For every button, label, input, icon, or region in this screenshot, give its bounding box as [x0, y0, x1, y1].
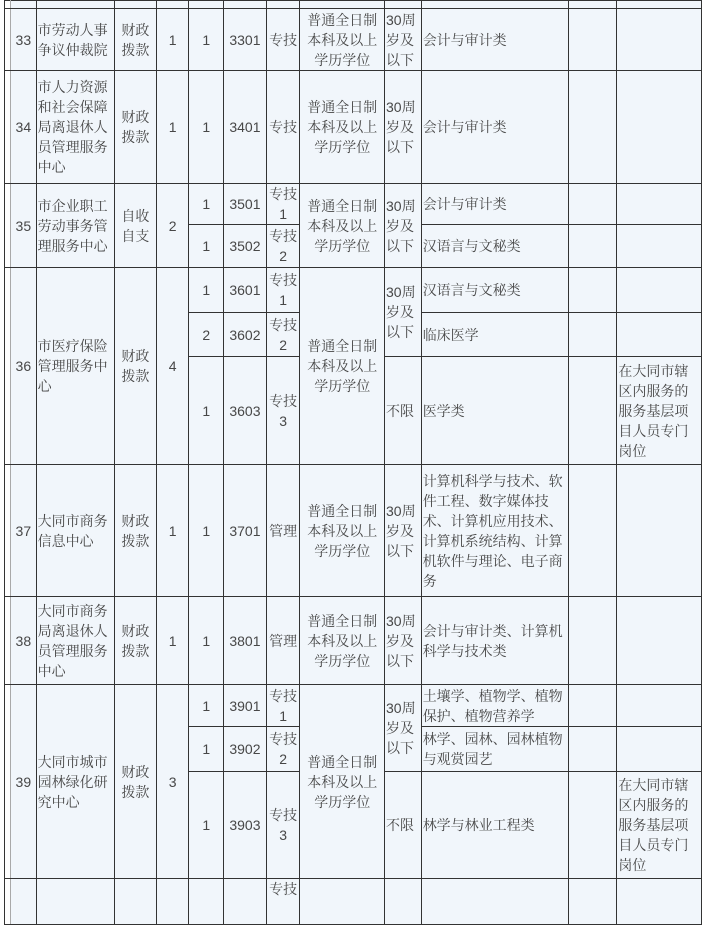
- cell-total-openings: 2: [156, 184, 189, 268]
- cell-age-limit: 30周岁及以下: [385, 597, 422, 685]
- cell-post-openings: 1: [189, 268, 224, 313]
- cell-remark: 在大同市辖区内服务的服务基层项目人员专门岗位: [617, 772, 702, 879]
- cell-post-code: 3301: [224, 9, 267, 71]
- cell-major-requirement: 临床医学: [421, 313, 569, 357]
- table-row: [5, 465, 702, 597]
- table-row: [5, 1, 702, 9]
- cell-age-limit: 不限: [385, 357, 422, 465]
- cell-education-requirement: 普通全日制本科及以上学历学位: [300, 465, 385, 597]
- cell-post-openings: 1: [189, 9, 224, 71]
- cell-age-limit: 30周岁及以下: [385, 9, 422, 71]
- recruitment-table: [4, 0, 702, 925]
- cell-major-requirement: 会计与审计类: [421, 184, 569, 225]
- cell-remark: [617, 1, 702, 9]
- cell-post-category: 管理: [266, 465, 300, 597]
- cell-remark: [617, 313, 702, 357]
- cell-blank: [569, 313, 617, 357]
- cell-unit-name: [36, 879, 114, 925]
- cell-blank: [569, 597, 617, 685]
- cell-major-requirement: 林学与林业工程类: [421, 772, 569, 879]
- cell-total-openings: 3: [156, 685, 189, 879]
- cell-total-openings: [156, 1, 189, 9]
- cell-row-index: 37: [11, 465, 36, 597]
- recruitment-table-body: [5, 1, 702, 925]
- cell-total-openings: 1: [156, 597, 189, 685]
- cell-unit-name: [36, 1, 114, 9]
- cell-funding-type: [115, 879, 157, 925]
- cell-total-openings: 1: [156, 9, 189, 71]
- cell-major-requirement: 会计与审计类: [421, 9, 569, 71]
- cell-funding-type: 财政拨款: [115, 597, 157, 685]
- cell-unit-name: 市企业职工劳动事务管理服务中心: [36, 184, 114, 268]
- cell-education-requirement: [300, 879, 385, 925]
- cell-post-category: 专技: [266, 9, 300, 71]
- table-row: [5, 71, 702, 184]
- table-row: [5, 268, 702, 313]
- cell-age-limit: [385, 1, 422, 9]
- cell-post-category: 专技2: [266, 313, 300, 357]
- cell-blank: [569, 71, 617, 184]
- cell-row-index: 36: [11, 268, 36, 465]
- cell-blank: [569, 268, 617, 313]
- cell-post-category: 专技1: [266, 268, 300, 313]
- cell-funding-type: 财政拨款: [115, 268, 157, 465]
- cell-education-requirement: 普通全日制本科及以上学历学位: [300, 597, 385, 685]
- cell-total-openings: 1: [156, 71, 189, 184]
- cell-post-openings: 2: [189, 313, 224, 357]
- cell-age-limit: 30周岁及以下: [385, 71, 422, 184]
- cell-unit-name: 大同市城市园林绿化研究中心: [36, 685, 114, 879]
- cell-post-category: 专技2: [266, 727, 300, 772]
- cell-post-code: 3903: [224, 772, 267, 879]
- cell-remark: [617, 465, 702, 597]
- cell-post-code: 3902: [224, 727, 267, 772]
- cell-post-category: 专技1: [266, 685, 300, 727]
- cell-major-requirement: 医学类: [421, 357, 569, 465]
- cell-row-index: [11, 1, 36, 9]
- cell-funding-type: 财政拨款: [115, 685, 157, 879]
- cell-post-category: 专技2: [266, 225, 300, 268]
- cell-remark: [617, 71, 702, 184]
- cell-post-code: [224, 1, 267, 9]
- table-row: [5, 9, 702, 71]
- cell-remark: 在大同市辖区内服务的服务基层项目人员专门岗位: [617, 357, 702, 465]
- cell-post-code: 3901: [224, 685, 267, 727]
- cell-education-requirement: [300, 1, 385, 9]
- cell-education-requirement: 普通全日制本科及以上学历学位: [300, 268, 385, 465]
- cell-post-openings: 1: [189, 71, 224, 184]
- cell-post-openings: 1: [189, 727, 224, 772]
- cell-post-code: 3602: [224, 313, 267, 357]
- cell-remark: [617, 9, 702, 71]
- cell-row-index: [11, 879, 36, 925]
- cell-post-code: 3603: [224, 357, 267, 465]
- cell-blank: [569, 772, 617, 879]
- cell-major-requirement: 汉语言与文秘类: [421, 225, 569, 268]
- cell-blank: [569, 879, 617, 925]
- cell-post-code: 3401: [224, 71, 267, 184]
- cell-row-index: 39: [11, 685, 36, 879]
- table-row: [5, 685, 702, 727]
- cell-education-requirement: 普通全日制本科及以上学历学位: [300, 184, 385, 268]
- cell-post-openings: 1: [189, 772, 224, 879]
- cell-row-index: 35: [11, 184, 36, 268]
- cell-age-limit: 30周岁及以下: [385, 184, 422, 268]
- cell-age-limit: [385, 879, 422, 925]
- cell-blank: [569, 357, 617, 465]
- cell-row-index: 33: [11, 9, 36, 71]
- cell-unit-name: 市劳动人事争议仲裁院: [36, 9, 114, 71]
- cell-major-requirement: 林学、园林、园林植物与观赏园艺: [421, 727, 569, 772]
- cell-unit-name: 大同市商务局离退休人员管理服务中心: [36, 597, 114, 685]
- cell-blank: [569, 225, 617, 268]
- cell-post-openings: 1: [189, 184, 224, 225]
- cell-funding-type: 自收自支: [115, 184, 157, 268]
- cell-post-category: 管理: [266, 597, 300, 685]
- cell-remark: [617, 685, 702, 727]
- cell-post-openings: [189, 879, 224, 925]
- cell-post-openings: [189, 1, 224, 9]
- cell-major-requirement: [421, 1, 569, 9]
- cell-post-openings: 1: [189, 225, 224, 268]
- cell-row-index: 38: [11, 597, 36, 685]
- cell-post-openings: 1: [189, 685, 224, 727]
- cell-major-requirement: 土壤学、植物学、植物保护、植物营养学: [421, 685, 569, 727]
- cell-funding-type: 财政拨款: [115, 465, 157, 597]
- cell-post-code: 3701: [224, 465, 267, 597]
- cell-post-category: 专技1: [266, 184, 300, 225]
- cell-post-code: 3601: [224, 268, 267, 313]
- cell-funding-type: 财政拨款: [115, 71, 157, 184]
- cell-age-limit: 30周岁及以下: [385, 685, 422, 772]
- cell-blank: [569, 465, 617, 597]
- cell-post-category: 专技: [266, 879, 300, 925]
- cell-blank: [569, 727, 617, 772]
- table-row: [5, 597, 702, 685]
- cell-remark: [617, 597, 702, 685]
- cell-total-openings: [156, 879, 189, 925]
- cell-major-requirement: [421, 879, 569, 925]
- cell-unit-name: 市人力资源和社会保障局离退休人员管理服务中心: [36, 71, 114, 184]
- cell-major-requirement: 会计与审计类、计算机科学与技术类: [421, 597, 569, 685]
- cell-age-limit: 不限: [385, 772, 422, 879]
- cell-education-requirement: 普通全日制本科及以上学历学位: [300, 9, 385, 71]
- cell-major-requirement: 会计与审计类: [421, 71, 569, 184]
- cell-post-code: 3502: [224, 225, 267, 268]
- cell-funding-type: [115, 1, 157, 9]
- cell-unit-name: 大同市商务信息中心: [36, 465, 114, 597]
- cell-total-openings: 4: [156, 268, 189, 465]
- cell-post-openings: 1: [189, 465, 224, 597]
- cell-post-code: [224, 879, 267, 925]
- cell-remark: [617, 225, 702, 268]
- cell-remark: [617, 879, 702, 925]
- cell-post-category: 专技3: [266, 772, 300, 879]
- cell-remark: [617, 268, 702, 313]
- cell-remark: [617, 184, 702, 225]
- cell-post-code: 3801: [224, 597, 267, 685]
- cell-funding-type: 财政拨款: [115, 9, 157, 71]
- cell-remark: [617, 727, 702, 772]
- cell-education-requirement: 普通全日制本科及以上学历学位: [300, 685, 385, 879]
- cell-blank: [569, 184, 617, 225]
- cell-post-category: 专技3: [266, 357, 300, 465]
- cell-age-limit: 30周岁及以下: [385, 268, 422, 357]
- cell-total-openings: 1: [156, 465, 189, 597]
- cell-blank: [569, 9, 617, 71]
- cell-row-index: 34: [11, 71, 36, 184]
- cell-major-requirement: 计算机科学与技术、软件工程、数字媒体技术、计算机应用技术、计算机系统结构、计算机软件与理论、电子商务: [421, 465, 569, 597]
- cell-post-category: [266, 1, 300, 9]
- cell-post-openings: 1: [189, 597, 224, 685]
- cell-age-limit: 30周岁及以下: [385, 465, 422, 597]
- table-row: [5, 184, 702, 225]
- cell-post-category: 专技: [266, 71, 300, 184]
- cell-unit-name: 市医疗保险管理服务中心: [36, 268, 114, 465]
- cell-education-requirement: 普通全日制本科及以上学历学位: [300, 71, 385, 184]
- cell-blank: [569, 1, 617, 9]
- cell-post-openings: 1: [189, 357, 224, 465]
- table-row: [5, 879, 702, 925]
- cell-blank: [569, 685, 617, 727]
- cell-major-requirement: 汉语言与文秘类: [421, 268, 569, 313]
- cell-post-code: 3501: [224, 184, 267, 225]
